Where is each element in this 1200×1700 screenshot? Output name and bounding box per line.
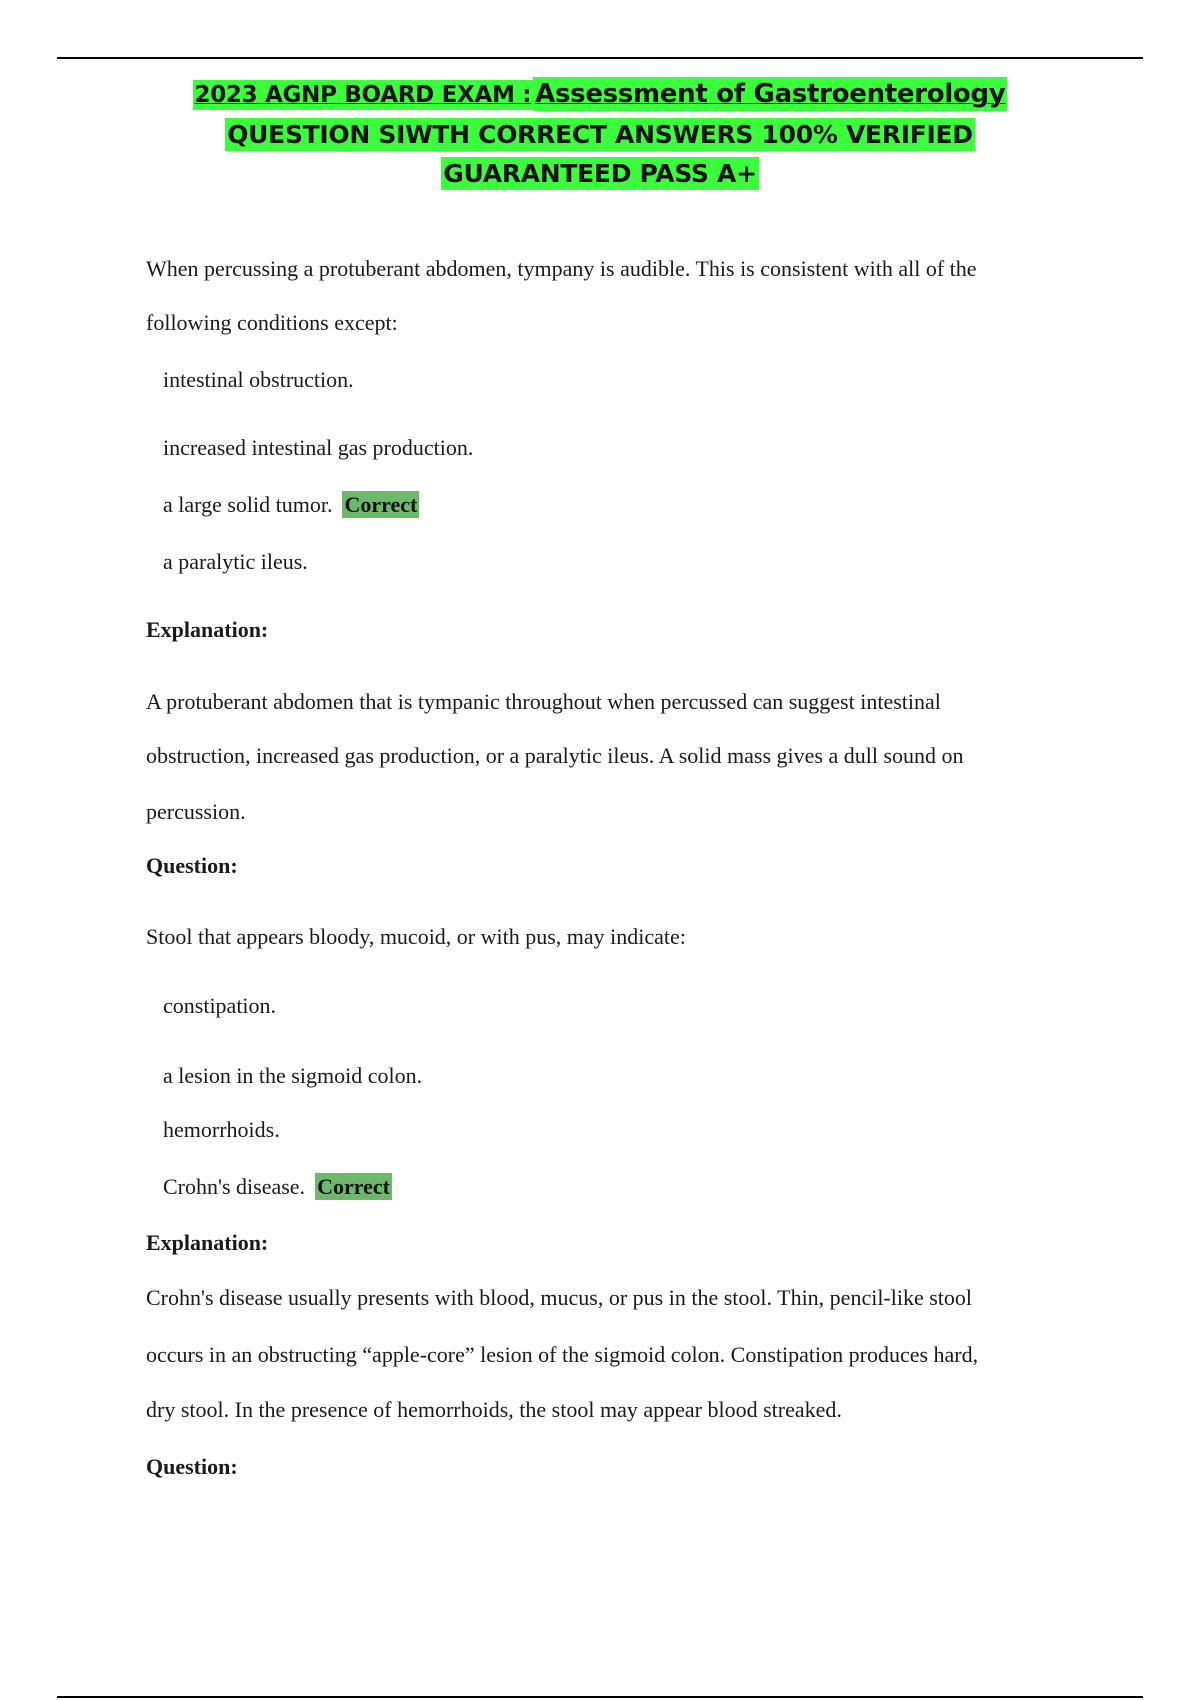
q1-stem-line1: When percussing a protuberant abdomen, tympany is audible. This is consistent with all of the (146, 256, 977, 281)
document-title (120, 74, 1080, 193)
q1-explanation-label: Explanation: (146, 617, 269, 642)
q1-explanation-line3: percussion. (146, 799, 246, 824)
bottom-rule (57, 1696, 1143, 1698)
q2-correct-badge: Correct (317, 1174, 390, 1199)
q1-stem-line2: following conditions except: (146, 310, 398, 335)
q2-explanation-line2: occurs in an obstructing “apple-core” lesion of the sigmoid colon. Constipation produces hard, (146, 1342, 979, 1367)
q2-explanation-label: Explanation: (146, 1230, 269, 1255)
q1-option-d: a paralytic ileus. (163, 549, 308, 574)
q1-option-c (163, 492, 419, 518)
q1-explanation-line2: obstruction, increased gas production, or a paralytic ileus. A solid mass gives a dull sound on (146, 743, 964, 768)
q3-question-label: Question: (146, 1454, 238, 1479)
q1-option-c-text: a large solid tumor. (163, 492, 333, 517)
q2-option-d-text: Crohn's disease. (163, 1174, 306, 1199)
q2-option-b: a lesion in the sigmoid colon. (163, 1063, 423, 1088)
q2-question-label: Question: (146, 853, 238, 878)
top-rule (57, 57, 1143, 59)
q1-option-b: increased intestinal gas production. (163, 435, 474, 460)
title-part1: 2023 AGNP BOARD EXAM : (194, 82, 532, 108)
title-part2: Assessment of Gastroenterology (535, 79, 1006, 109)
title-line3: GUARANTEED PASS A+ (443, 159, 757, 188)
q2-option-d (163, 1174, 392, 1200)
q1-correct-badge: Correct (344, 492, 418, 517)
q2-option-c: hemorrhoids. (163, 1117, 280, 1142)
q2-stem: Stool that appears bloody, mucoid, or with pus, may indicate: (146, 924, 686, 949)
q2-option-a: constipation. (163, 993, 277, 1018)
title-line2: QUESTION SIWTH CORRECT ANSWERS 100% VERIFIED (227, 120, 973, 149)
q1-option-a: intestinal obstruction. (163, 367, 354, 392)
q1-explanation-line1: A protuberant abdomen that is tympanic throughout when percussed can suggest intestinal (146, 689, 941, 714)
q2-explanation-line3: dry stool. In the presence of hemorrhoids, the stool may appear blood streaked. (146, 1397, 842, 1422)
q2-explanation-line1: Crohn's disease usually presents with blood, mucus, or pus in the stool. Thin, pencil-like stool (146, 1285, 973, 1310)
